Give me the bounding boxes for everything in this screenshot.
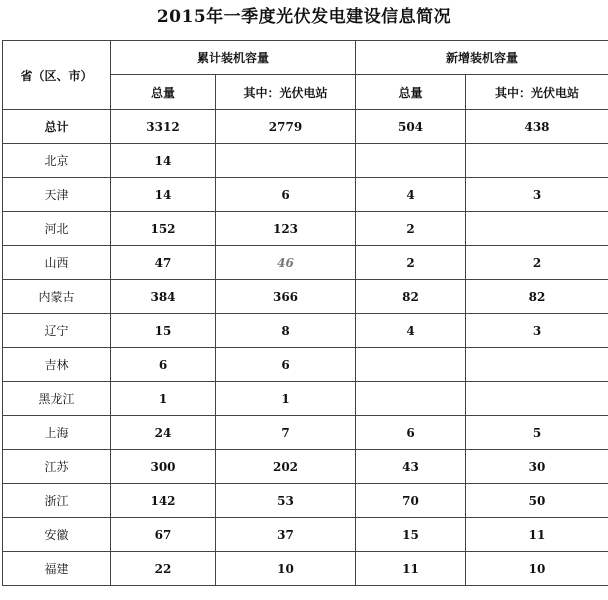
table-row <box>3 314 608 348</box>
table-row <box>3 416 608 450</box>
table-row <box>3 484 608 518</box>
new-total-cell: 2 <box>356 212 466 246</box>
cumulative-pv-cell: 7 <box>216 416 356 450</box>
cumulative-pv-cell: 53 <box>216 484 356 518</box>
cumulative-total-cell: 47 <box>111 246 216 280</box>
cumulative-total-cell: 142 <box>111 484 216 518</box>
new-pv-cell: 3 <box>466 314 608 348</box>
table-row <box>3 518 608 552</box>
cumulative-pv-cell: 6 <box>216 178 356 212</box>
cumulative-total-cell: 14 <box>111 178 216 212</box>
new-total-cell <box>356 144 466 178</box>
new-pv-cell <box>466 382 608 416</box>
cumulative-pv-cell: 46 <box>216 246 356 280</box>
cumulative-pv-cell: 123 <box>216 212 356 246</box>
header-cumulative-pv-station: 其中：光伏电站 <box>216 75 356 110</box>
cumulative-pv-cell: 37 <box>216 518 356 552</box>
header-cumulative-capacity: 累计装机容量 <box>111 41 356 75</box>
row-name: 辽宁 <box>3 314 111 348</box>
cumulative-pv-cell: 10 <box>216 552 356 586</box>
table-row <box>3 178 608 212</box>
row-name: 上海 <box>3 416 111 450</box>
cumulative-total-cell: 14 <box>111 144 216 178</box>
new-pv-cell: 3 <box>466 178 608 212</box>
header-new-pv-station: 其中：光伏电站 <box>466 75 608 110</box>
table-row <box>3 552 608 586</box>
table-row <box>3 382 608 416</box>
new-total-cell: 82 <box>356 280 466 314</box>
table-row <box>3 450 608 484</box>
new-pv-cell: 30 <box>466 450 608 484</box>
new-pv-cell <box>466 144 608 178</box>
header-new-total: 总量 <box>356 75 466 110</box>
new-pv-cell: 82 <box>466 280 608 314</box>
header-cumulative-total: 总量 <box>111 75 216 110</box>
new-pv-cell: 5 <box>466 416 608 450</box>
row-name: 天津 <box>3 178 111 212</box>
row-name: 安徽 <box>3 518 111 552</box>
cumulative-total-cell: 67 <box>111 518 216 552</box>
cumulative-pv-cell: 2779 <box>216 110 356 144</box>
new-pv-cell: 2 <box>466 246 608 280</box>
cumulative-total-cell: 15 <box>111 314 216 348</box>
row-name: 山西 <box>3 246 111 280</box>
new-total-cell: 11 <box>356 552 466 586</box>
new-total-cell: 15 <box>356 518 466 552</box>
row-name: 内蒙古 <box>3 280 111 314</box>
cumulative-total-cell: 22 <box>111 552 216 586</box>
table-row <box>3 348 608 382</box>
table-row-total <box>3 110 608 144</box>
table-row <box>3 280 608 314</box>
cumulative-total-cell: 152 <box>111 212 216 246</box>
page-title: 2015年一季度光伏发电建设信息简况 <box>156 7 452 27</box>
new-total-cell: 43 <box>356 450 466 484</box>
cumulative-pv-cell <box>216 144 356 178</box>
row-name: 河北 <box>3 212 111 246</box>
cumulative-total-cell: 3312 <box>111 110 216 144</box>
cumulative-pv-cell: 366 <box>216 280 356 314</box>
new-pv-cell: 50 <box>466 484 608 518</box>
new-total-cell: 504 <box>356 110 466 144</box>
row-name: 总计 <box>3 110 111 144</box>
row-name: 江苏 <box>3 450 111 484</box>
row-name: 浙江 <box>3 484 111 518</box>
pv-capacity-table <box>2 40 608 586</box>
new-pv-cell: 11 <box>466 518 608 552</box>
header-region: 省（区、市） <box>3 41 111 110</box>
cumulative-pv-cell: 8 <box>216 314 356 348</box>
cumulative-pv-cell: 1 <box>216 382 356 416</box>
row-name: 北京 <box>3 144 111 178</box>
new-total-cell: 70 <box>356 484 466 518</box>
new-pv-cell: 438 <box>466 110 608 144</box>
cumulative-pv-cell: 6 <box>216 348 356 382</box>
new-total-cell: 4 <box>356 314 466 348</box>
new-total-cell: 2 <box>356 246 466 280</box>
cumulative-total-cell: 24 <box>111 416 216 450</box>
cumulative-total-cell: 6 <box>111 348 216 382</box>
new-pv-cell <box>466 348 608 382</box>
new-total-cell: 6 <box>356 416 466 450</box>
new-total-cell: 4 <box>356 178 466 212</box>
row-name: 吉林 <box>3 348 111 382</box>
new-total-cell <box>356 348 466 382</box>
new-pv-cell: 10 <box>466 552 608 586</box>
table-row <box>3 212 608 246</box>
table-row <box>3 246 608 280</box>
row-name: 福建 <box>3 552 111 586</box>
new-pv-cell <box>466 212 608 246</box>
table-row <box>3 144 608 178</box>
row-name: 黑龙江 <box>3 382 111 416</box>
new-total-cell <box>356 382 466 416</box>
cumulative-total-cell: 1 <box>111 382 216 416</box>
cumulative-total-cell: 300 <box>111 450 216 484</box>
cumulative-total-cell: 384 <box>111 280 216 314</box>
header-new-capacity: 新增装机容量 <box>356 41 608 75</box>
cumulative-pv-cell: 202 <box>216 450 356 484</box>
